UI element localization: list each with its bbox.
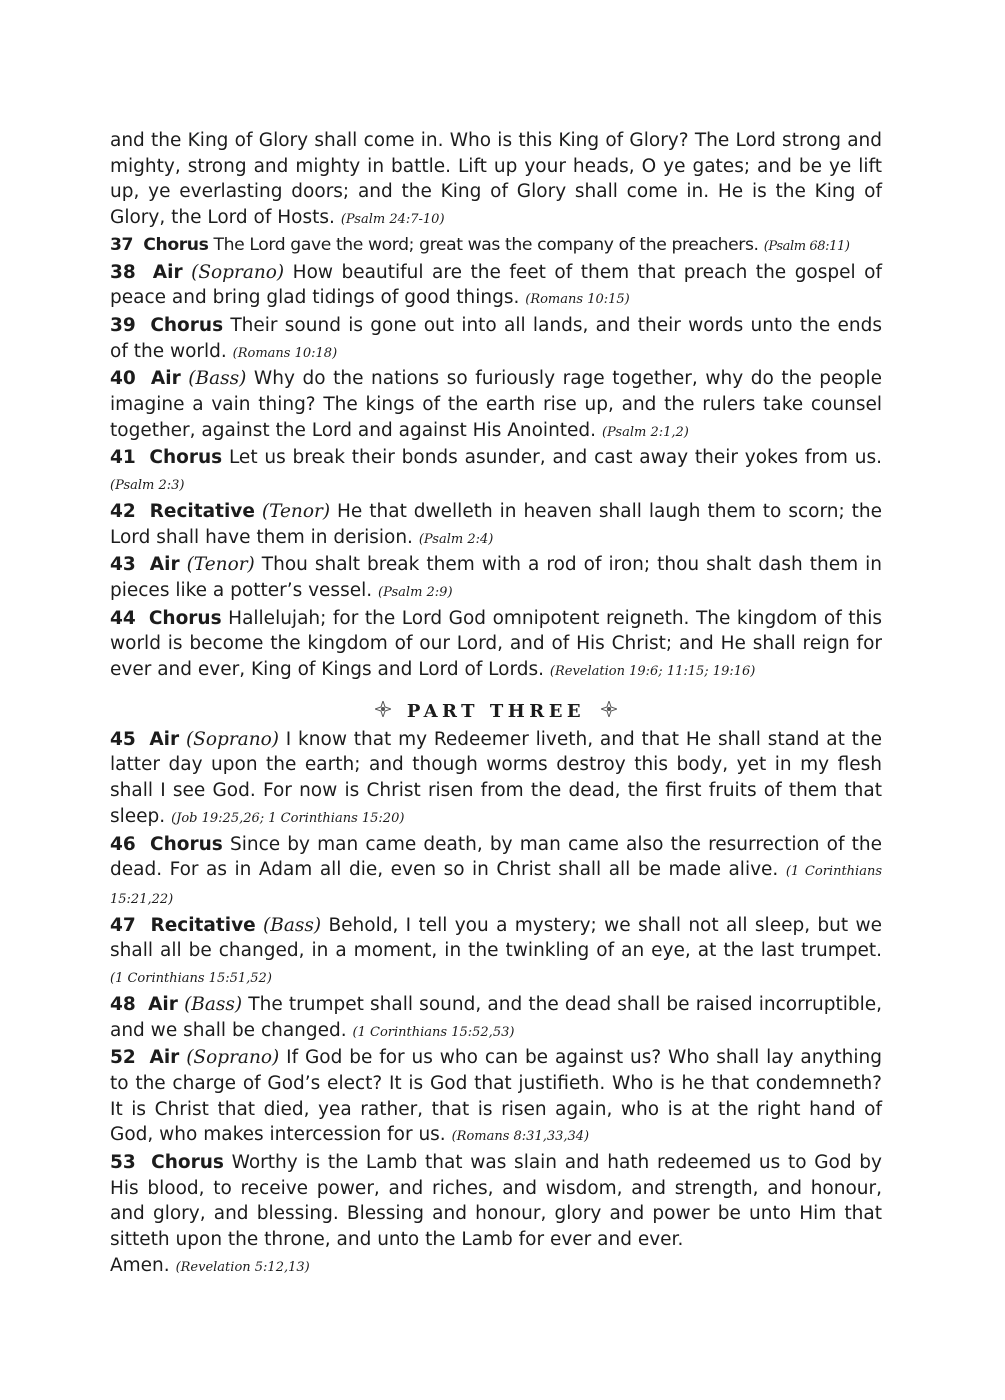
- scripture-reference: (Romans 8:31,33,34): [451, 1129, 590, 1145]
- movement-text: The trumpet shall sound, and the dead shall be raised incorruptible, and we shall be changed.: [110, 993, 882, 1041]
- scripture-reference: (Psalm 2:9): [378, 584, 453, 600]
- movement-type: Chorus: [150, 314, 224, 336]
- movement-number: 39: [110, 314, 136, 336]
- movement-number: 42: [110, 500, 136, 522]
- voice-part: (Bass): [263, 914, 322, 936]
- movement-number: 45: [110, 728, 136, 750]
- voice-part: (Tenor): [186, 554, 255, 576]
- scripture-reference: (Psalm 2:4): [418, 531, 494, 547]
- scripture-reference: (Romans 10:18): [232, 345, 338, 361]
- movement-text: Their sound is gone out into all lands, and their words unto the ends of the world.: [110, 314, 882, 362]
- movement-52: [110, 1045, 882, 1150]
- scripture-reference: (Revelation 19:6; 11:15; 19:16): [549, 664, 756, 680]
- movement-type: Chorus: [151, 1152, 224, 1174]
- scripture-reference: (Psalm 2:1,2): [601, 424, 689, 440]
- movement-53: [110, 1150, 882, 1253]
- movement-number: 47: [110, 914, 136, 936]
- movement-text: I know that my Redeemer liveth, and that He shall stand at the latter day upon the earth; and though worms destroy this body, yet in my flesh shall I see God. For now is Christ risen from the dead, the first fruits of them that sleep.: [110, 728, 882, 827]
- movement-type: Recitative: [149, 500, 255, 522]
- movement-text: Behold, I tell you a mystery; we shall not all sleep, but we shall all be changed, in a moment, in the twinkling of an eye, at the last trumpet.: [110, 914, 883, 962]
- scripture-reference: (Psalm 68:11): [763, 238, 850, 254]
- movement-number: 53: [110, 1152, 136, 1174]
- movement-48: [110, 992, 882, 1045]
- voice-part: (Bass): [188, 368, 247, 390]
- movement-number: 52: [110, 1047, 136, 1069]
- movement-text: How beautiful are the feet of them that preach the gospel of peace and bring glad tidings of good things.: [110, 261, 883, 309]
- ornament-right-icon: [601, 699, 617, 725]
- movement-type: Air: [149, 728, 180, 750]
- movement-text: Why do the nations so furiously rage together, why do the people imagine a vain thing? The kings of the earth rise up, and the rulers take counsel together, against the Lord and against His Anointed.: [110, 368, 882, 441]
- scripture-reference: (1 Corinthians 15:52,53): [352, 1024, 515, 1040]
- movement-45: [110, 727, 882, 832]
- voice-part: (Soprano): [191, 261, 285, 283]
- movement-type: Chorus: [149, 447, 223, 469]
- ornament-left-icon: [375, 699, 391, 725]
- scripture-reference: (Psalm 2:3): [110, 478, 185, 494]
- movement-type: Air: [150, 368, 181, 390]
- movement-type: Air: [148, 993, 178, 1015]
- movement-39: [110, 313, 882, 366]
- libretto-page: [110, 128, 882, 1281]
- movement-number: 38: [110, 261, 136, 283]
- movement-38: [110, 260, 882, 313]
- movement-43: [110, 552, 882, 605]
- movement-number: 44: [110, 607, 136, 629]
- movement-text: Worthy is the Lamb that was slain and hath redeemed us to God by His blood, to receive power, and riches, and wisdom, and strength, and honour, and glory, and blessing. Blessing and honour, glory and power be unto Him that sitteth upon the throne, and unto the Lamb for ever and ever.: [110, 1152, 882, 1251]
- movement-number: 40: [110, 368, 136, 390]
- movement-type: Chorus: [150, 833, 223, 855]
- movement-text: He that dwelleth in heaven shall laugh them to scorn; the Lord shall have them in derision.: [110, 500, 883, 548]
- movement-type: Recitative: [150, 914, 256, 936]
- movement-type: Air: [149, 554, 180, 576]
- movement-text: Hallelujah; for the Lord God omnipotent reigneth. The kingdom of this world is become the kingdom of our Lord, and of His Christ; and He shall reign for ever and ever, King of Kings and Lord of Lords.: [110, 607, 883, 681]
- movement-type: Air: [149, 1047, 180, 1069]
- movement-41: [110, 445, 882, 498]
- scripture-reference: (Job 19:25,26; 1 Corinthians 15:20): [171, 810, 405, 826]
- movement-42: [110, 499, 882, 552]
- closing-text: Amen.: [110, 1254, 170, 1276]
- movement-type: Chorus: [148, 607, 222, 629]
- movement-44: [110, 606, 882, 685]
- movement-type: Chorus: [143, 234, 209, 255]
- movement-text: The Lord gave the word; great was the company of the preachers.: [213, 234, 759, 255]
- movement-text: Let us break their bonds asunder, and cast away their yokes from us.: [228, 447, 883, 469]
- voice-part: (Tenor): [261, 500, 331, 522]
- scripture-reference: (Revelation 5:12,13): [175, 1259, 310, 1275]
- movement-number: 37: [110, 234, 134, 255]
- intro-paragraph: [110, 128, 882, 233]
- voice-part: (Bass): [184, 993, 243, 1015]
- scripture-reference: (Psalm 24:7-10): [340, 212, 445, 228]
- movement-type: Air: [152, 261, 183, 283]
- movement-number: 46: [110, 833, 136, 855]
- scripture-reference: (1 Corinthians 15:21,22): [110, 864, 882, 907]
- section-heading: [110, 699, 882, 725]
- movement-text: Since by man came death, by man came also the resurrection of the dead. For as in Adam all die, even so in Christ shall all be made alive.: [110, 833, 882, 881]
- scripture-reference: (Romans 10:15): [525, 292, 630, 308]
- voice-part: (Soprano): [186, 1047, 280, 1069]
- voice-part: (Soprano): [185, 728, 279, 750]
- movement-number: 43: [110, 554, 136, 576]
- scripture-reference: (1 Corinthians 15:51,52): [110, 971, 272, 987]
- movement-text: If God be for us who can be against us? Who shall lay anything to the charge of God’s elect? It is God that justifieth. Who is he that condemneth? It is Christ that died, yea rather, that is risen again, who is at the right hand of God, who makes intercession for us.: [110, 1047, 883, 1146]
- section-heading-text: PART THREE: [406, 700, 586, 722]
- movement-number: 48: [110, 993, 136, 1015]
- movement-37: [110, 233, 882, 260]
- intro-text: and the King of Glory shall come in. Who is this King of Glory? The Lord strong and mighty, strong and mighty in battle. Lift up your heads, O ye gates; and be ye lift up, ye everlasting doors; and the King of Glory shall come in. He is the King of Glory, the Lord of Hosts.: [110, 130, 882, 229]
- closing-line: [110, 1253, 882, 1281]
- movement-number: 41: [110, 447, 136, 469]
- movement-46: [110, 832, 882, 913]
- movement-text: Thou shalt break them with a rod of iron; thou shalt dash them in pieces like a potter’s vessel.: [110, 554, 882, 601]
- movement-40: [110, 366, 882, 445]
- movement-47: [110, 913, 882, 992]
